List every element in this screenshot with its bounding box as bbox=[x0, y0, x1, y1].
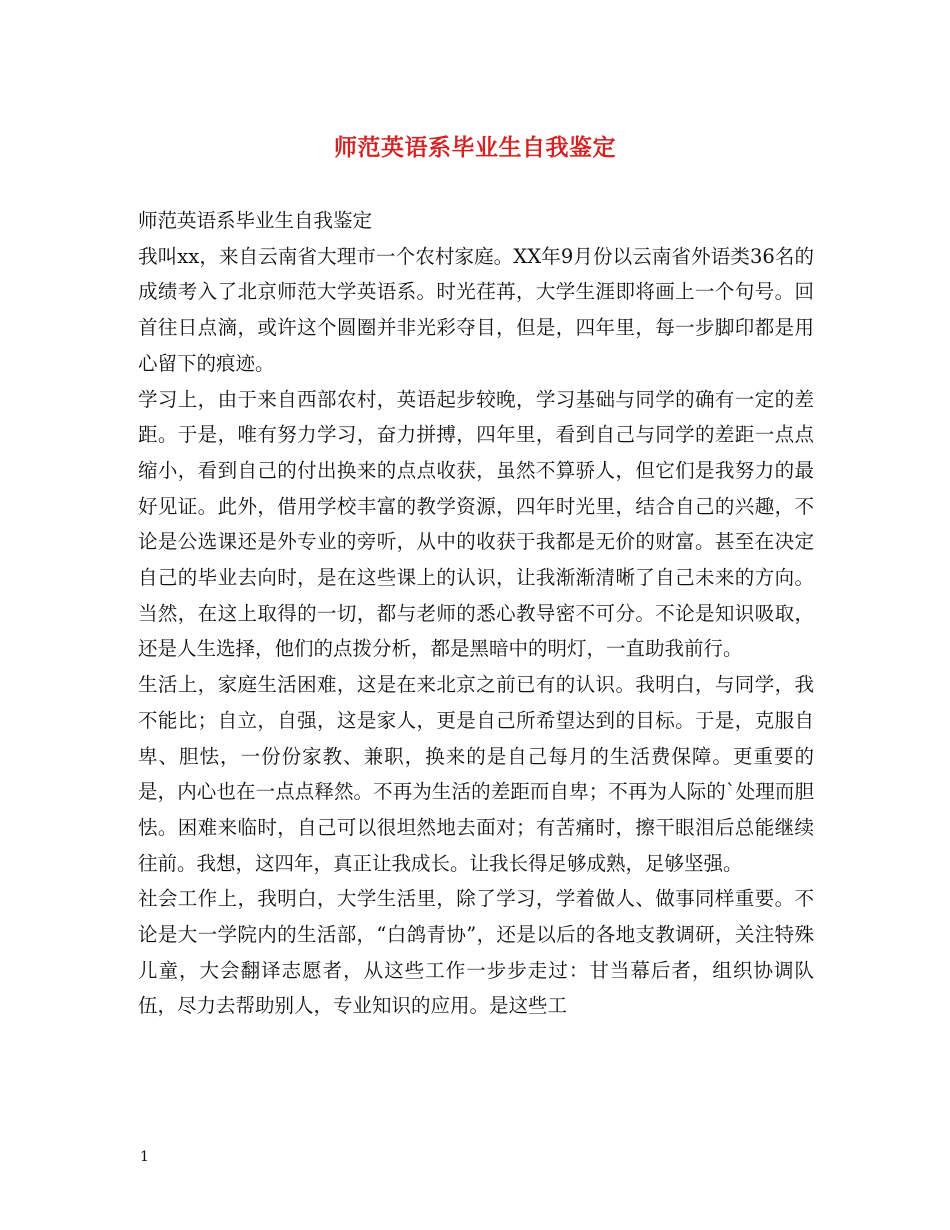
page-number: 1 bbox=[140, 1149, 149, 1165]
document-body bbox=[138, 203, 814, 1024]
paragraph-life: 生活上，家庭生活困难，这是在来北京之前已有的认识。我明白，与同学，我不能比；自立，自强，这是家人，更是自己所希望达到的目标。于是，克服自卑、胆怯，一份份家教、兼职，换来的是自己每月的生活费保障。更重要的是，内心也在一点点释然。不再为生活的差距而自卑；不再为人际的`处理而胆怯。困难来临时，自己可以很坦然地去面对；有苦痛时，擦干眼泪后总能继续往前。我想，这四年，真正让我成长。让我长得足够成熟，足够坚强。 bbox=[138, 673, 814, 875]
body-heading: 师范英语系毕业生自我鉴定 bbox=[138, 209, 373, 232]
paragraph-introduction: 我叫xx，来自云南省大理市一个农村家庭。XX年9月份以云南省外语类36名的成绩考入了北京师范大学英语系。时光荏苒，大学生涯即将画上一个句号。回首往日点滴，或许这个圆圈并非光彩夺目，但是，四年里，每一步脚印都是用心留下的痕迹。 bbox=[138, 244, 814, 375]
paragraph-study: 学习上，由于来自西部农村，英语起步较晚，学习基础与同学的确有一定的差距。于是，唯有努力学习，奋力拼搏，四年里，看到自己与同学的差距一点点缩小，看到自己的付出换来的点点收获，虽然不算骄人，但它们是我努力的最好见证。此外，借用学校丰富的教学资源，四年时光里，结合自己的兴趣，不论是公选课还是外专业的旁听，从中的收获于我都是无价的财富。甚至在决定自己的毕业去向时，是在这些课上的认识，让我渐渐清晰了自己未来的方向。当然，在这上取得的一切，都与老师的悉心教导密不可分。不论是知识吸取，还是人生选择，他们的点拨分析，都是黑暗中的明灯，一直助我前行。 bbox=[138, 387, 814, 661]
paragraph-social-work: 社会工作上，我明白，大学生活里，除了学习，学着做人、做事同样重要。不论是大一学院内的生活部，“白鸽青协”，还是以后的各地支教调研，关注特殊儿童，大会翻译志愿者，从这些工作一步步走过：甘当幕后者，组织协调队伍，尽力去帮助别人，专业知识的应用。是这些工 bbox=[138, 887, 814, 1018]
document-title: 师范英语系毕业生自我鉴定 bbox=[334, 134, 616, 161]
